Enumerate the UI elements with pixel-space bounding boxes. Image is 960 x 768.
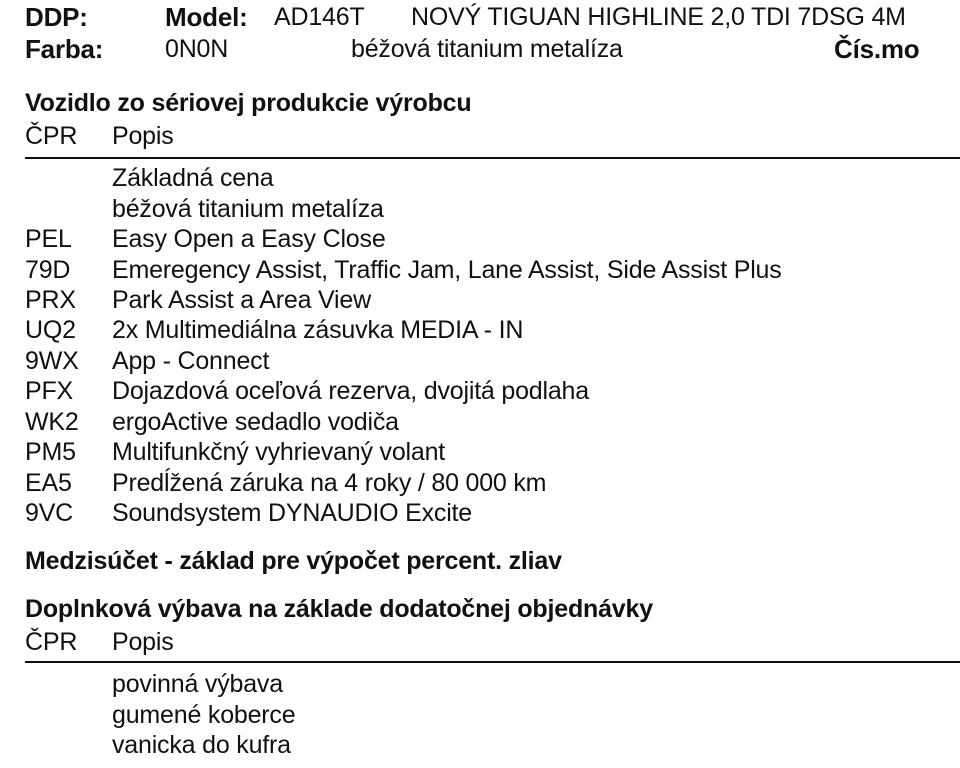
subtotal-label: Medzisúčet - základ pre výpočet percent. zliav bbox=[25, 547, 562, 575]
item-desc: vanicka do kufra bbox=[112, 731, 291, 759]
item-desc: béžová titanium metalíza bbox=[112, 195, 384, 223]
color-code: 0N0N bbox=[165, 35, 229, 63]
item-code: 9WX bbox=[25, 347, 79, 375]
color-name: béžová titanium metalíza bbox=[351, 35, 623, 63]
serial-col-desc: Popis bbox=[112, 122, 174, 150]
item-desc: Park Assist a Area View bbox=[112, 286, 371, 314]
model-name: NOVÝ TIGUAN HIGHLINE 2,0 TDI 7DSG 4M bbox=[411, 3, 906, 31]
item-code: UQ2 bbox=[25, 316, 76, 344]
item-code: WK2 bbox=[25, 408, 79, 436]
item-desc: gumené koberce bbox=[112, 701, 296, 729]
item-code: EA5 bbox=[25, 469, 72, 497]
extra-header-rule bbox=[25, 661, 960, 663]
item-desc: Základná cena bbox=[112, 164, 274, 192]
extra-section-title: Doplnková výbava na základe dodatočnej objednávky bbox=[25, 595, 653, 623]
item-code: 9VC bbox=[25, 499, 74, 527]
item-code: PRX bbox=[25, 286, 76, 314]
model-label: Model: bbox=[165, 2, 248, 32]
serial-section-title: Vozidlo zo sériovej produkcie výrobcu bbox=[25, 89, 472, 117]
item-desc: Predĺžená záruka na 4 roky / 80 000 km bbox=[112, 469, 547, 497]
item-code: PM5 bbox=[25, 438, 76, 466]
extra-col-desc: Popis bbox=[112, 628, 174, 656]
item-desc: Easy Open a Easy Close bbox=[112, 225, 386, 253]
item-code: 79D bbox=[25, 256, 71, 284]
item-code: PFX bbox=[25, 377, 74, 405]
extra-col-code: ČPR bbox=[25, 628, 78, 656]
item-desc: Emeregency Assist, Traffic Jam, Lane Assist, Side Assist Plus bbox=[112, 256, 782, 284]
serial-header-rule bbox=[25, 157, 960, 159]
item-desc: Dojazdová oceľová rezerva, dvojitá podlaha bbox=[112, 377, 589, 405]
item-desc: ergoActive sedadlo vodiča bbox=[112, 408, 399, 436]
item-desc: Soundsystem DYNAUDIO Excite bbox=[112, 499, 472, 527]
model-code: AD146T bbox=[274, 3, 365, 31]
item-desc: povinná výbava bbox=[112, 670, 283, 698]
ddp-label: DDP: bbox=[25, 2, 88, 32]
cis-label: Čís.mo bbox=[834, 34, 920, 64]
farba-label: Farba: bbox=[25, 34, 104, 64]
item-desc: App - Connect bbox=[112, 347, 270, 375]
serial-col-code: ČPR bbox=[25, 122, 78, 150]
item-desc: 2x Multimediálna zásuvka MEDIA - IN bbox=[112, 316, 524, 344]
item-code: PEL bbox=[25, 225, 72, 253]
item-desc: Multifunkčný vyhrievaný volant bbox=[112, 438, 446, 466]
